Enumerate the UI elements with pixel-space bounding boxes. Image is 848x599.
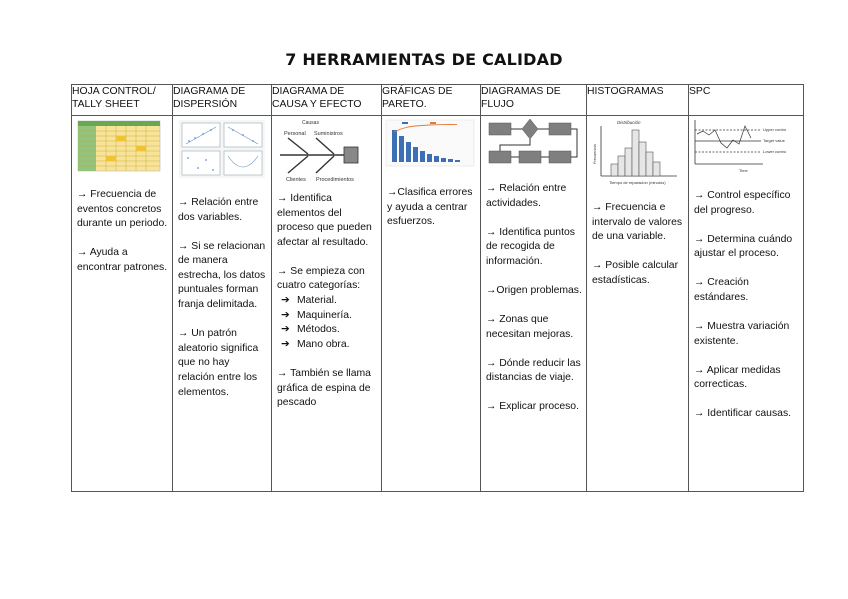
scatter-diagram-image [173,118,270,182]
tally-point-2: → Ayuda a encontrar patrones. [77,247,168,273]
category-item: ➔ Material. [281,295,337,307]
cell-spc [689,116,804,492]
header-pareto: GRÁFICAS DE PARETO. [382,85,481,116]
page-title: 7 HERRAMIENTAS DE CALIDAD [285,50,563,69]
spc-label-x: Time [739,168,748,173]
fishbone-label-d: Procedimientos [316,177,354,183]
histogram-label-title: Distribución [617,120,641,125]
pareto-chart-image [382,118,479,170]
spc-label-upper: Upper contro [763,127,787,132]
spc-point-5: → Aplicar medidas correcticas. [694,364,781,391]
spc-point-2: → Determina cuándo ajustar el proceso. [694,233,793,260]
fishbone-point-2: → Se empieza con cuatro categorías: [277,265,365,292]
spc-point-1: → Control específico del progreso. [694,190,791,216]
header-row [72,85,804,116]
fishbone-diagram-image [272,118,380,184]
spc-point-4: → Muestra variación existente. [694,321,790,347]
fishbone-label-a: Personal [284,131,306,137]
fishbone-categories [277,294,377,352]
cell-tally [72,116,173,492]
histogram-label-x: Tiempo de reparación (minutos) [609,180,666,185]
spc-label-target: Target value [763,138,785,143]
histogram-point-1: → Frecuencia e intervalo de valores de una variable. [592,202,683,243]
scatter-point-1: → Relación entre dos variables. [178,197,259,223]
category-item: ➔ Mano obra. [281,338,350,350]
header-scatter: DIAGRAMA DE DISPERSIÓN [173,85,272,116]
flow-point-6: → Explicar proceso. [486,401,579,413]
header-tally: HOJA CONTROL/ TALLY SHEET [72,85,173,116]
flow-point-4: → Zonas que necesitan mejoras. [486,314,574,340]
category-item: ➔ Métodos. [281,324,340,336]
cell-flow [481,116,587,492]
spc-point-3: → Creación estándares. [694,277,749,303]
flow-point-2: → Identifica puntos de recogida de información. [486,226,575,267]
flow-point-5: → Dónde reducir las distancias de viaje. [486,357,581,384]
spc-label-lower: Lower contro [763,149,787,154]
header-histogram: HISTOGRAMAS [587,85,689,116]
header-fishbone: DIAGRAMA DE CAUSA Y EFECTO [272,85,382,116]
flow-point-3: →Origen problemas. [486,284,582,296]
flow-point-1: → Relación entre actividades. [486,183,567,209]
spc-point-6: → Identificar causas. [694,408,792,420]
scatter-point-3: → Un patrón aleatorio significa que no hay relación entre los elementos. [178,328,259,398]
cell-scatter [173,116,272,492]
tools-table [71,84,804,492]
content-row [72,116,804,492]
histogram-image [587,118,685,188]
tally-sheet-image [72,118,167,178]
spc-chart-image [689,118,801,176]
fishbone-label-b: Suministros [314,131,343,137]
cell-pareto [382,116,481,492]
histogram-label-y: Frecuencia [592,144,597,164]
fishbone-point-1: → Identifica elementos del proceso que pueden afectar al resultado. [277,193,372,248]
fishbone-point-3: → También se llama gráfica de espina de pescado [277,367,371,409]
category-item: ➔ Maquinería. [281,309,352,321]
header-spc: SPC [689,85,804,116]
pareto-point-1: →Clasifica errores y ayuda a centrar esfuerzos. [387,187,473,228]
histogram-point-2: → Posible calcular estadísticas. [592,260,679,286]
flowchart-image [481,118,585,168]
cell-histogram [587,116,689,492]
fishbone-label-top: Causas [302,120,319,126]
tally-point-1: → Frecuencia de eventos concretos durante un periodo. [77,189,168,230]
fishbone-label-c: Clientes [286,177,306,183]
scatter-point-2: → Si se relacionan de manera estrecha, los datos puntuales forman franja delimitada. [178,240,266,311]
header-flow: DIAGRAMAS DE FLUJO [481,85,587,116]
cell-fishbone [272,116,382,492]
